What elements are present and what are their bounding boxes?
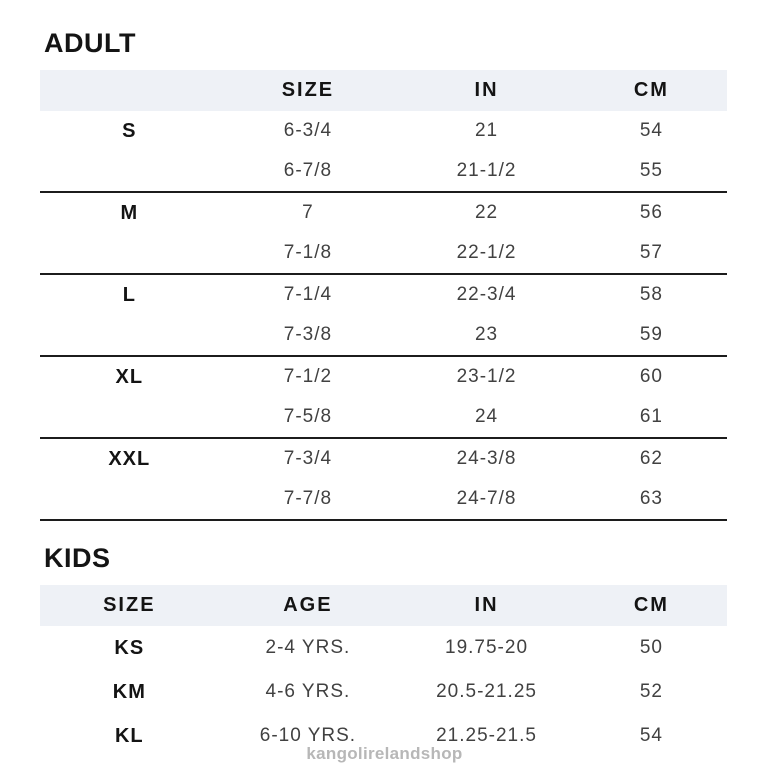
- cell-in: 21: [474, 120, 499, 141]
- cell-size: 7-1/4: [283, 284, 333, 305]
- size-label-blank: [40, 233, 219, 274]
- size-label: KS: [114, 636, 145, 659]
- cell-size: 7-3/8: [219, 315, 398, 356]
- cell-size: 6-3/4: [283, 120, 333, 141]
- adult-header-in: IN: [397, 70, 576, 111]
- cell-age: 6-10 YRS.: [259, 725, 357, 746]
- kids-header-age: AGE: [219, 585, 398, 626]
- kids-header-row: [40, 585, 727, 626]
- table-row: [40, 670, 727, 714]
- adult-size-table: [40, 70, 727, 521]
- table-row: [40, 111, 727, 151]
- size-label: M: [120, 201, 139, 224]
- cell-size: 7-1/8: [219, 233, 398, 274]
- table-row: [40, 192, 727, 233]
- cell-cm: 58: [639, 284, 663, 305]
- cell-cm: 55: [576, 151, 727, 192]
- table-row: [40, 438, 727, 479]
- kids-section-title: KIDS: [44, 543, 111, 573]
- size-label-blank: [40, 315, 219, 356]
- size-label: KM: [112, 680, 146, 703]
- cell-cm: 52: [639, 681, 663, 702]
- cell-cm: 61: [576, 397, 727, 438]
- cell-cm: 50: [639, 637, 663, 658]
- cell-in: 23-1/2: [456, 366, 517, 387]
- size-label: XXL: [108, 447, 151, 470]
- adult-header-cm: CM: [576, 70, 727, 111]
- cell-in: 21.25-21.5: [436, 725, 537, 746]
- kids-size-table: [40, 585, 727, 758]
- cell-size: 7-7/8: [219, 479, 398, 520]
- cell-size: 7: [302, 202, 314, 223]
- cell-in: 20.5-21.25: [436, 681, 537, 702]
- table-row: [40, 315, 727, 356]
- cell-in: 22-1/2: [397, 233, 576, 274]
- size-label: KL: [114, 724, 144, 747]
- cell-age: 4-6 YRS.: [265, 681, 351, 702]
- size-label: XL: [115, 365, 144, 388]
- cell-cm: 63: [576, 479, 727, 520]
- cell-in: 19.75-20: [445, 637, 529, 658]
- size-label-blank: [40, 479, 219, 520]
- cell-size: 7-5/8: [219, 397, 398, 438]
- watermark-text: kangolirelandshop: [306, 744, 463, 763]
- table-row: [40, 626, 727, 670]
- adult-header-size: SIZE: [219, 70, 398, 111]
- cell-cm: 59: [576, 315, 727, 356]
- table-row: [40, 274, 727, 315]
- table-row: [40, 151, 727, 192]
- cell-cm: 56: [639, 202, 663, 223]
- table-row: [40, 356, 727, 397]
- size-label: S: [122, 119, 137, 142]
- adult-header-blank: [40, 70, 219, 111]
- table-row: [40, 233, 727, 274]
- kids-header-size: SIZE: [40, 585, 219, 626]
- cell-cm: 54: [639, 120, 663, 141]
- cell-size: 6-7/8: [219, 151, 398, 192]
- cell-in: 24-3/8: [456, 448, 517, 469]
- cell-cm: 57: [576, 233, 727, 274]
- cell-in: 24: [397, 397, 576, 438]
- cell-cm: 62: [639, 448, 663, 469]
- cell-in: 21-1/2: [397, 151, 576, 192]
- kids-header-in: IN: [397, 585, 576, 626]
- cell-in: 24-7/8: [397, 479, 576, 520]
- cell-in: 22-3/4: [456, 284, 517, 305]
- cell-cm: 54: [639, 725, 663, 746]
- cell-in: 23: [397, 315, 576, 356]
- cell-cm: 60: [639, 366, 663, 387]
- size-label: L: [122, 283, 136, 306]
- cell-in: 22: [474, 202, 499, 223]
- adult-section-title: ADULT: [44, 28, 136, 58]
- size-label-blank: [40, 151, 219, 192]
- size-label-blank: [40, 397, 219, 438]
- table-row: [40, 397, 727, 438]
- cell-size: 7-3/4: [283, 448, 333, 469]
- cell-size: 7-1/2: [283, 366, 333, 387]
- table-row: [40, 479, 727, 520]
- adult-header-row: [40, 70, 727, 111]
- cell-age: 2-4 YRS.: [265, 637, 351, 658]
- kids-header-cm: CM: [576, 585, 727, 626]
